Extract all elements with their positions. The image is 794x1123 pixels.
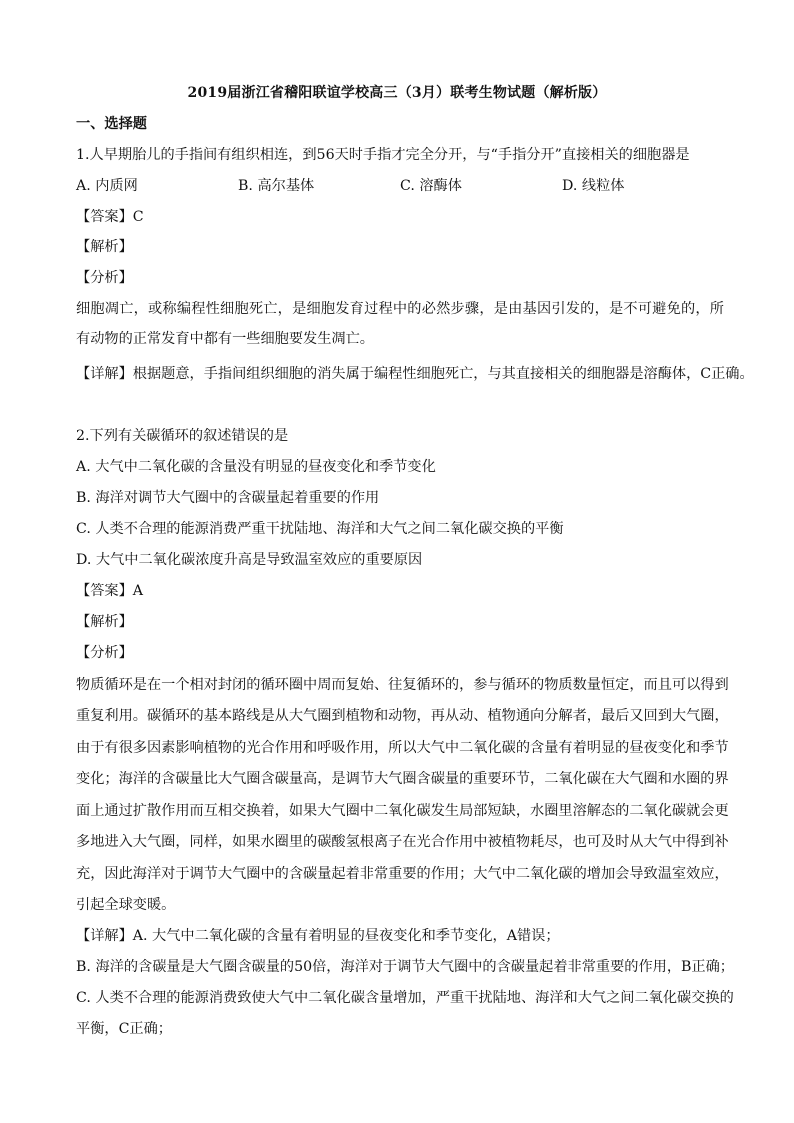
document-title: 2019届浙江省稽阳联谊学校高三（3月）联考生物试题（解析版） <box>187 85 607 101</box>
question-2-analysis-label: 【解析】 <box>76 614 133 630</box>
question-1-option-d: D. 线粒体 <box>562 178 625 194</box>
question-1-option-c: C. 溶酶体 <box>400 178 462 194</box>
question-2-fenxi-line: 重复利用。碳循环的基本路线是从大气圈到植物和动物，再从动、植物通向分解者，最后又回到大气圈， <box>76 708 729 724</box>
question-1-fenxi-text: 细胞凋亡，或称编程性细胞死亡，是细胞发育过程中的必然步骤，是由基因引发的，是不可避免的，所有动物的正常发育中都有一些细胞要发生凋亡。 <box>76 301 724 347</box>
question-2-fenxi-line: 物质循环是在一个相对封闭的循环圈中周而复始、往复循环的，参与循环的物质数量恒定，而且可以得到 <box>76 677 729 693</box>
question-2-detail-line: 平衡，C正确； <box>76 1021 172 1037</box>
question-2-option-b: B. 海洋对调节大气圈中的含碳量起着重要的作用 <box>76 490 380 506</box>
question-2-fenxi-line: 面上通过扩散作用而互相交换着，如果大气圈中二氧化碳发生局部短缺，水圈里溶解态的二氧化碳就会更 <box>76 803 729 819</box>
question-1-stem: 1.人早期胎儿的手指间有组织相连，到56天时手指才完全分开，与“手指分开”直接相关的细胞器是 <box>76 147 690 163</box>
question-2-fenxi-line: 由于有很多因素影响植物的光合作用和呼吸作用，所以大气中二氧化碳的含量有着明显的昼夜变化和季节 <box>76 740 729 756</box>
question-2-detail-line: 【详解】A. 大气中二氧化碳的含量有着明显的昼夜变化和季节变化，A错误； <box>76 928 560 944</box>
question-2-option-a: A. 大气中二氧化碳的含量没有明显的昼夜变化和季节变化 <box>76 459 436 475</box>
question-1-option-a: A. 内质网 <box>76 178 138 194</box>
question-1-detail: 【详解】根据题意，手指间组织细胞的消失属于编程性细胞死亡，与其直接相关的细胞器是溶酶体，C正确。 <box>76 366 754 382</box>
question-2-fenxi-line: 多地进入大气圈，同样，如果水圈里的碳酸氢根离子在光合作用中被植物耗尽，也可及时从大气中得到补 <box>76 834 729 850</box>
question-1-analysis-label: 【解析】 <box>76 239 133 255</box>
question-1-option-b: B. 高尔基体 <box>238 178 315 194</box>
section-heading: 一、选择题 <box>76 116 147 132</box>
question-2-detail-line: B. 海洋的含碳量是大气圈含碳量的50倍，海洋对于调节大气圈中的含碳量起着非常重要的作用，B正确； <box>76 959 734 975</box>
question-1-answer: 【答案】C <box>76 209 144 225</box>
question-2-fenxi-line: 充，因此海洋对于调节大气圈中的含碳量起着非常重要的作用；大气中二氧化碳的增加会导致温室效应， <box>76 866 729 882</box>
question-1-fenxi-label: 【分析】 <box>76 270 133 286</box>
question-2-answer: 【答案】A <box>76 583 143 599</box>
question-2-detail-line: C. 人类不合理的能源消费致使大气中二氧化碳含量增加，严重干扰陆地、海洋和大气之间二氧化碳交换的 <box>76 990 734 1006</box>
question-2-fenxi-label: 【分析】 <box>76 645 133 661</box>
question-2-stem: 2.下列有关碳循环的叙述错误的是 <box>76 428 289 444</box>
question-2-option-c: C. 人类不合理的能源消费严重干扰陆地、海洋和大气之间二氧化碳交换的平衡 <box>76 521 564 537</box>
question-2-fenxi-line: 变化；海洋的含碳量比大气圈含碳量高，是调节大气圈含碳量的重要环节，二氧化碳在大气圈和水圈的界 <box>76 771 729 787</box>
question-2-fenxi-line: 引起全球变暖。 <box>76 897 176 913</box>
question-2-option-d: D. 大气中二氧化碳浓度升高是导致温室效应的重要原因 <box>76 552 423 568</box>
